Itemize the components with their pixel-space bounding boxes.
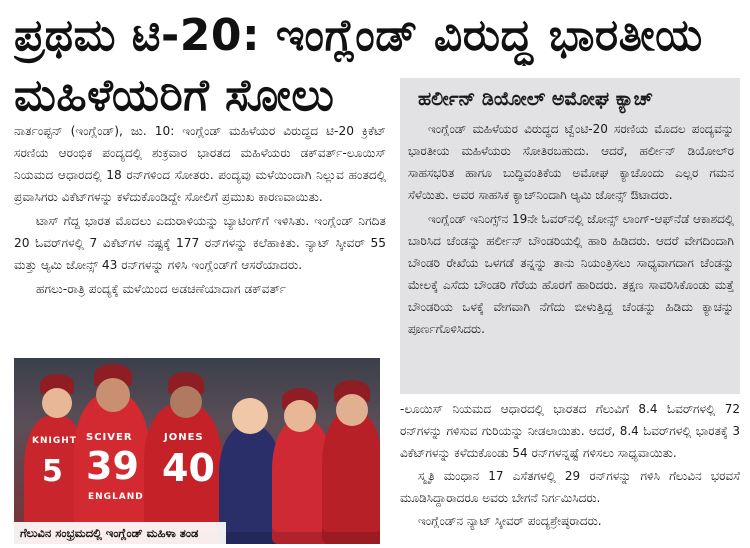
jersey-country-text: ENGLAND bbox=[88, 492, 144, 502]
player-head bbox=[232, 398, 268, 434]
sidebar-body bbox=[408, 118, 734, 342]
left-column bbox=[14, 120, 386, 302]
headline-line-1: ಪ್ರಥಮ ಟಿ-20: ಇಂಗ್ಲೆಂಡ್ ವಿರುದ್ಧ ಭಾರತೀಯ bbox=[14, 10, 703, 61]
jersey-number-3: 40 bbox=[162, 446, 215, 490]
player-figure bbox=[322, 412, 380, 544]
left-paragraph-1: ನಾರ್ತಂಪ್ಟನ್ (ಇಂಗ್ಲೆಂಡ್), ಜು. 10: ಇಂಗ್ಲೆಂಡ್ ಮಹಿಳೆಯರ ವಿರುದ್ಧದ ಟಿ-20 ಕ್ರಿಕೆಟ್ ಸರಣಿಯ ಆರಂಭಿಕ ಪಂದ್ಯದಲ್ಲಿ ಶುಕ್ರವಾರ ಭಾರತದ ಮಹಿಳೆಯರು ಡಕ್‌ವರ್ತ್-ಲೂಯಿಸ್ ನಿಯಮದ ಆಧಾರದಲ್ಲಿ 18 ರನ್‌ಗಳಿಂದ ಸೋತರು. ಪಂದ್ಯವು ಮಳೆಯಿಂದಾಗಿ ನಿಲ್ಲುವ ಹಂತದಲ್ಲಿ ಪ್ರವಾಸಿಗರು ವಿಕೆಟ್‌ಗಳನ್ನು ಕಳೆದುಕೊಂಡಿದ್ದೇ ಸೋಲಿಗೆ ಪ್ರಮುಖ ಕಾರಣವಾಯಿತು. bbox=[14, 124, 386, 204]
jersey-name-3: JONES bbox=[164, 432, 204, 443]
sidebar-title: ಹರ್ಲೀನ್ ಡಿಯೋಲ್ ಅಮೋಘ ಕ್ಯಾಚ್ bbox=[418, 88, 653, 110]
jersey-name-1: KNIGHT bbox=[32, 436, 77, 446]
jersey-name-2: SCIVER bbox=[86, 432, 133, 443]
sidebar-box bbox=[400, 78, 740, 394]
right-paragraph-1: -ಲೂಯಿಸ್ ನಿಯಮದ ಆಧಾರದಲ್ಲಿ ಭಾರತದ ಗೆಲುವಿಗೆ 8.4 ಓವರ್‌ಗಳಲ್ಲಿ 72 ರನ್‌ಗಳನ್ನು ಗಳಿಸುವ ಗುರಿಯನ್ನು ನೀಡಲಾಯಿತು. ಆದರೆ, 8.4 ಓವರ್‌ಗಳಲ್ಲಿ ಭಾರತಕ್ಕೆ 3 ವಿಕೆಟ್‌ಗಳನ್ನು ಕಳೆದುಕೊಂಡು 54 ರನ್‌ಗಳನ್ನಷ್ಟೆ ಗಳಿಸಲು ಸಾಧ್ಯವಾಯಿತು. bbox=[400, 402, 740, 460]
player-head bbox=[42, 388, 72, 418]
left-paragraph-2: ಟಾಸ್ ಗೆದ್ದ ಭಾರತ ಮೊದಲು ಎದುರಾಳಿಯನ್ನು ಬ್ಯಾಟಿಂಗ್‌ಗೆ ಇಳಿಸಿತು. ಇಂಗ್ಲೆಂಡ್ ನಿಗದಿತ 20 ಓವರ್‌ಗಳಲ್ಲಿ 7 ವಿಕೆಟ್‌ಗಳ ನಷ್ಟಕ್ಕೆ 177 ರನ್‌ಗಳನ್ನು ಕಲೆಹಾಕಿತು. ನ್ಯಾಟ್ ಸ್ಕೀವರ್ 55 ಮತ್ತು ಆ್ಯಮಿ ಜೋನ್ಸ್ 43 ರನ್‌ಗಳನ್ನು ಗಳಿಸಿ ಇಂಗ್ಲೆಂಡ್‌ಗೆ ಆಸರೆಯಾದರು. bbox=[14, 214, 386, 272]
sidebar-paragraph-1: ಇಂಗ್ಲೆಂಡ್ ಮಹಿಳೆಯರ ವಿರುದ್ಧದ ಟ್ವೆಂಟಿ-20 ಸರಣಿಯ ಮೊದಲ ಪಂದ್ಯವನ್ನು ಭಾರತೀಯ ಮಹಿಳೆಯರು ಸೋತಿರಬಹುದು. ಆದರೆ, ಹರ್ಲೀನ್ ಡಿಯೋಲ್‌ರ ಸಾಹಸಭರಿತ ಹಾಗೂ ಬುದ್ಧಿವಂತಿಕೆಯ ಅಮೋಘ ಕ್ಯಾಚೊಂದು ಎಲ್ಲರ ಗಮನ ಸೆಳೆಯಿತು. ಅವರ ಸಾಹಸಿಕ ಕ್ಯಾಚ್‌ನಿಂದಾಗಿ ಆ್ಯಮಿ ಜೋನ್ಸ್ ಔಟಾದರು. bbox=[408, 122, 734, 202]
right-paragraph-3: ಇಂಗ್ಲೆಂಡ್‌ನ ನ್ಯಾಟ್ ಸ್ಕೀವರ್ ಪಂದ್ಯಶ್ರೇಷ್ಠರಾದರು. bbox=[418, 514, 602, 528]
photo-caption: ಗೆಲುವಿನ ಸಂಭ್ರಮದಲ್ಲಿ ಇಂಗ್ಲೆಂಡ್ ಮಹಿಳಾ ತಂಡ bbox=[14, 522, 226, 544]
player-head bbox=[336, 394, 368, 426]
headline-line-2: ಮಹಿಳೆಯರಿಗೆ ಸೋಲು bbox=[14, 70, 335, 121]
player-head bbox=[170, 386, 202, 418]
left-paragraph-3: ಹಗಲು-ರಾತ್ರಿ ಪಂದ್ಯಕ್ಕೆ ಮಳೆಯಿಂದ ಅಡಚಣೆಯಾದಾಗ ಡಕ್‌ವರ್ತ್ bbox=[36, 282, 287, 296]
jersey-number-2: 39 bbox=[86, 444, 139, 488]
right-column bbox=[400, 398, 740, 533]
jersey-number-1: 5 bbox=[42, 454, 63, 489]
news-photo bbox=[14, 358, 380, 544]
player-head bbox=[96, 378, 130, 412]
right-paragraph-2: ಸ್ಮೃತಿ ಮಂಧಾನ 17 ಎಸೆತಗಳಲ್ಲಿ 29 ರನ್‌ಗಳನ್ನು ಗಳಿಸಿ ಗೆಲುವಿನ ಭರವಸೆ ಮೂಡಿಸಿದ್ದಾರಾದರೂ ಅವರು ಬೇಗನೆ ನಿರ್ಗಮಿಸಿದರು. bbox=[400, 469, 740, 505]
sidebar-paragraph-2: ಇಂಗ್ಲೆಂಡ್ ಇನಿಂಗ್ಸ್‌ನ 19ನೇ ಓವರ್‌ನಲ್ಲಿ ಜೋನ್ಸ್ ಲಾಂಗ್-ಆಫ್‌ನೆಡೆ ಆಕಾಶದಲ್ಲಿ ಬಾರಿಸಿದ ಚೆಂಡನ್ನು ಹರ್ಲೀನ್ ಬೌಂಡರಿಯಲ್ಲಿ ಹಾರಿ ಹಿಡಿದರು. ಆದರೆ ವೇಗದಿಂದಾಗಿ ಬೌಂಡರಿ ರೇಖೆಯ ಒಳಗಡೆ ತನ್ನನ್ನು ತಾನು ನಿಯಂತ್ರಿಸಲು ಸಾಧ್ಯವಾಗದಾಗ ಚೆಂಡನ್ನು ಮೇಲಕ್ಕೆ ಎಸೆದು ಬೌಂಡರಿ ಗೆರೆಯ ಹೊರಗೆ ಹಾರಿದರು. ತಕ್ಷಣ ಸಾವರಿಸಿಕೊಂಡು ಮತ್ತೆ ಬೌಂಡರಿಯ ಒಳಕ್ಕೆ ವೇಗವಾಗಿ ನೆಗೆದು ಬೀಳುತ್ತಿದ್ದ ಚೆಂಡನ್ನು ಹಿಡಿದು ಕ್ಯಾಚನ್ನು ಪೂರ್ಣಗೊಳಿಸಿದರು. bbox=[408, 212, 735, 336]
player-head bbox=[284, 400, 316, 432]
